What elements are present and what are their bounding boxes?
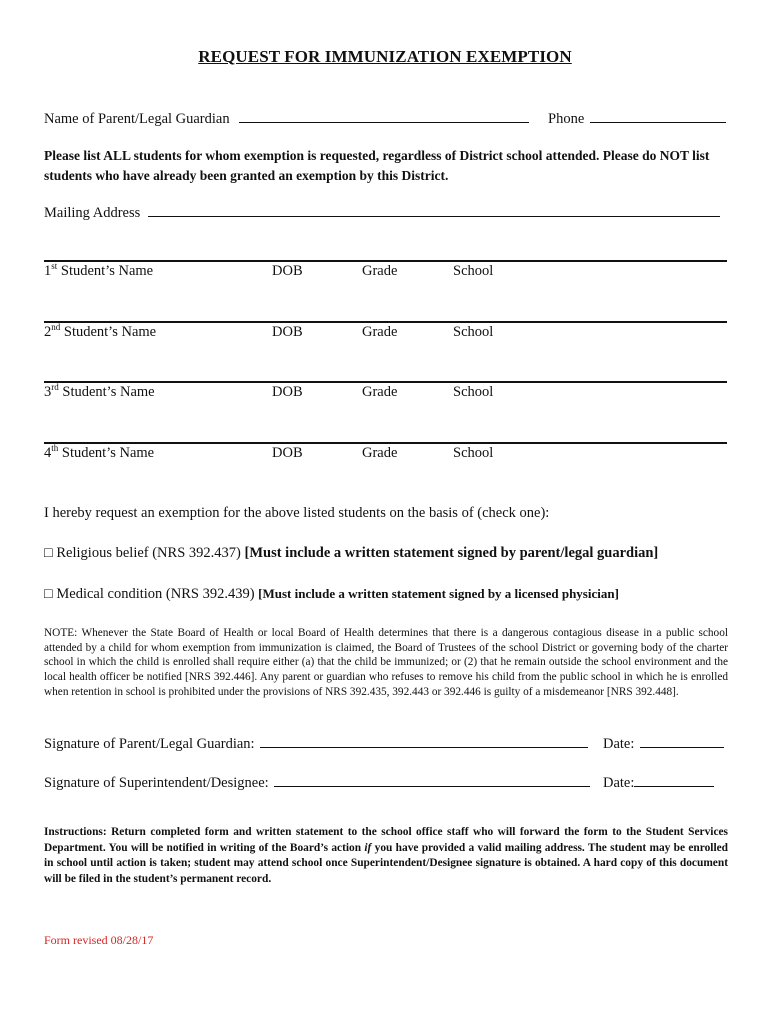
form-title: REQUEST FOR IMMUNIZATION EXEMPTION [198,47,572,66]
student-3-school-label[interactable]: School [453,384,494,400]
student-4-dob-label[interactable]: DOB [272,445,303,461]
superintendent-date-field[interactable] [634,772,714,787]
superintendent-date-label: Date: [603,775,635,791]
student-2-name-label[interactable]: 2nd Student’s Name [44,322,157,340]
note-paragraph: NOTE: Whenever the State Board of Health or local Board of Health determines that there is a dangerous contagious disease in a public school attended by a child for whom exemption from immunization is claimed, the Board of Trustees of the school District or governing body of the charter school in which the child is enrolled shall require either (a) that the child be immunized; or (2) that he remain outside the school environment and the local health officer be notified [NRS 392.446]. Any parent or guardian who refuses to remove his child from the public school in which he is enrolled when retention in school is prohibited under the provisions of NRS 392.435, 392.443 or 392.446 is guilty of a misdemeanor [NRS 392.448]. [44,627,728,698]
student-3-name-label[interactable]: 3rd Student’s Name [44,382,155,400]
mailing-address-label: Mailing Address [44,205,141,221]
student-1-dob-label[interactable]: DOB [272,263,303,279]
parent-signature-label: Signature of Parent/Legal Guardian: [44,736,255,752]
form-revised-date: Form revised 08/28/17 [44,933,154,947]
student-2-dob-label[interactable]: DOB [272,324,303,340]
request-statement: I hereby request an exemption for the above listed students on the basis of (check one): [44,505,550,521]
student-1-name-label[interactable]: 1st Student’s Name [44,261,154,279]
religious-option[interactable] [44,545,658,562]
superintendent-date-row [603,772,714,792]
student-1-grade-label[interactable]: Grade [362,263,398,279]
parent-name-label: Name of Parent/Legal Guardian [44,111,230,127]
medical-requirement: [Must include a written statement signed by a licensed physician] [258,586,619,601]
student-4-rule [44,442,727,444]
student-4-school-label[interactable]: School [453,445,494,461]
superintendent-signature-row [44,772,590,792]
religious-checkbox[interactable]: □ [44,545,53,561]
religious-requirement: [Must include a written statement signed by parent/legal guardian] [244,545,659,561]
parent-name-field[interactable] [239,108,529,123]
parent-signature-field[interactable] [260,733,588,748]
student-3-rule [44,381,727,383]
superintendent-signature-field[interactable] [274,772,590,787]
superintendent-signature-label: Signature of Superintendent/Designee: [44,775,269,791]
mailing-address-row [44,202,720,222]
student-2-rule [44,321,727,323]
phone-label: Phone [548,111,585,127]
student-1-rule [44,260,727,262]
student-3-grade-label[interactable]: Grade [362,384,398,400]
mailing-address-field[interactable] [148,202,720,217]
parent-signature-row [44,733,588,753]
religious-label: Religious belief (NRS 392.437) [52,545,245,561]
student-2-grade-label[interactable]: Grade [362,324,398,340]
medical-checkbox[interactable]: □ [44,586,53,602]
medical-option[interactable] [44,586,619,603]
student-3-dob-label[interactable]: DOB [272,384,303,400]
student-2-school-label[interactable]: School [453,324,494,340]
parent-name-row [44,108,529,128]
parent-date-field[interactable] [640,733,724,748]
list-instruction: Please list ALL students for whom exemption is requested, regardless of District school attended. Please do NOT list students who have already been granted an exemption by this District. [44,148,710,183]
student-1-school-label[interactable]: School [453,263,494,279]
medical-label: Medical condition (NRS 392.439) [52,586,259,602]
instructions-paragraph: Instructions: Return completed form and written statement to the school office staff who will forward the form to the Student Services Department. You will be notified in writing of the Board’s action if you have provided a valid mailing address. The student may be enrolled in school until action is taken; student may attend school once Superintendent/Designee signature is obtained. A hard copy of this document will be filed in the student’s permanent record. [44,826,728,885]
parent-date-row [603,733,724,753]
student-4-name-label[interactable]: 4th Student’s Name [44,443,155,461]
student-4-grade-label[interactable]: Grade [362,445,398,461]
phone-row [548,108,726,128]
phone-field[interactable] [590,108,726,123]
parent-date-label: Date: [603,736,635,752]
